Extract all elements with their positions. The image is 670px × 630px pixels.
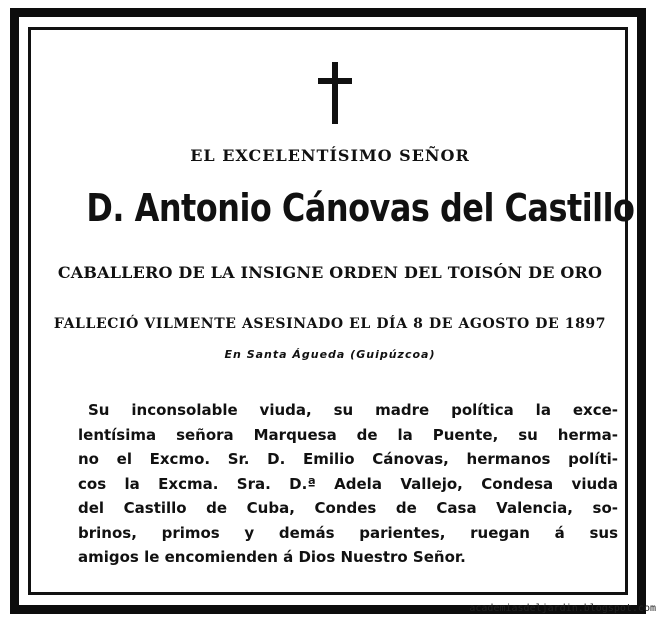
paragraph-line: no el Excmo. Sr. D. Emilio Cánovas, hermanos políti- xyxy=(78,450,618,468)
death-place: En Santa Águeda (Guipúzcoa) xyxy=(224,348,436,361)
honorific-title: EL EXCELENTÍSIMO SEÑOR xyxy=(190,146,470,165)
deceased-name: D. Antonio Cánovas del Castillo xyxy=(86,186,635,230)
order-title: CABALLERO DE LA INSIGNE ORDEN DEL TOISÓN DE ORO xyxy=(57,263,603,282)
paragraph-line: Su inconsolable viuda, su madre política la exce- xyxy=(88,401,618,419)
death-announcement: FALLECIÓ VILMENTE ASESINADO EL DÍA 8 DE AGOSTO DE 1897 xyxy=(53,316,607,332)
paragraph-line: del Castillo de Cuba, Condes de Casa Valencia, so- xyxy=(78,499,618,517)
paragraph-line: amigos le encomienden á Dios Nuestro Señor. xyxy=(78,548,466,566)
paragraph-line: brinos, primos y demás parientes, ruegan á sus xyxy=(78,523,618,542)
paragraph-line: cos la Excma. Sra. D.ª Adela Vallejo, Condesa viuda xyxy=(78,474,618,493)
cross-icon xyxy=(318,62,352,124)
paragraph-line: lentísima señora Marquesa de la Puente, su herma- xyxy=(78,425,618,444)
mourners-paragraph xyxy=(78,398,618,570)
source-watermark: academiasdeljardin.blogspot.com xyxy=(469,603,656,614)
